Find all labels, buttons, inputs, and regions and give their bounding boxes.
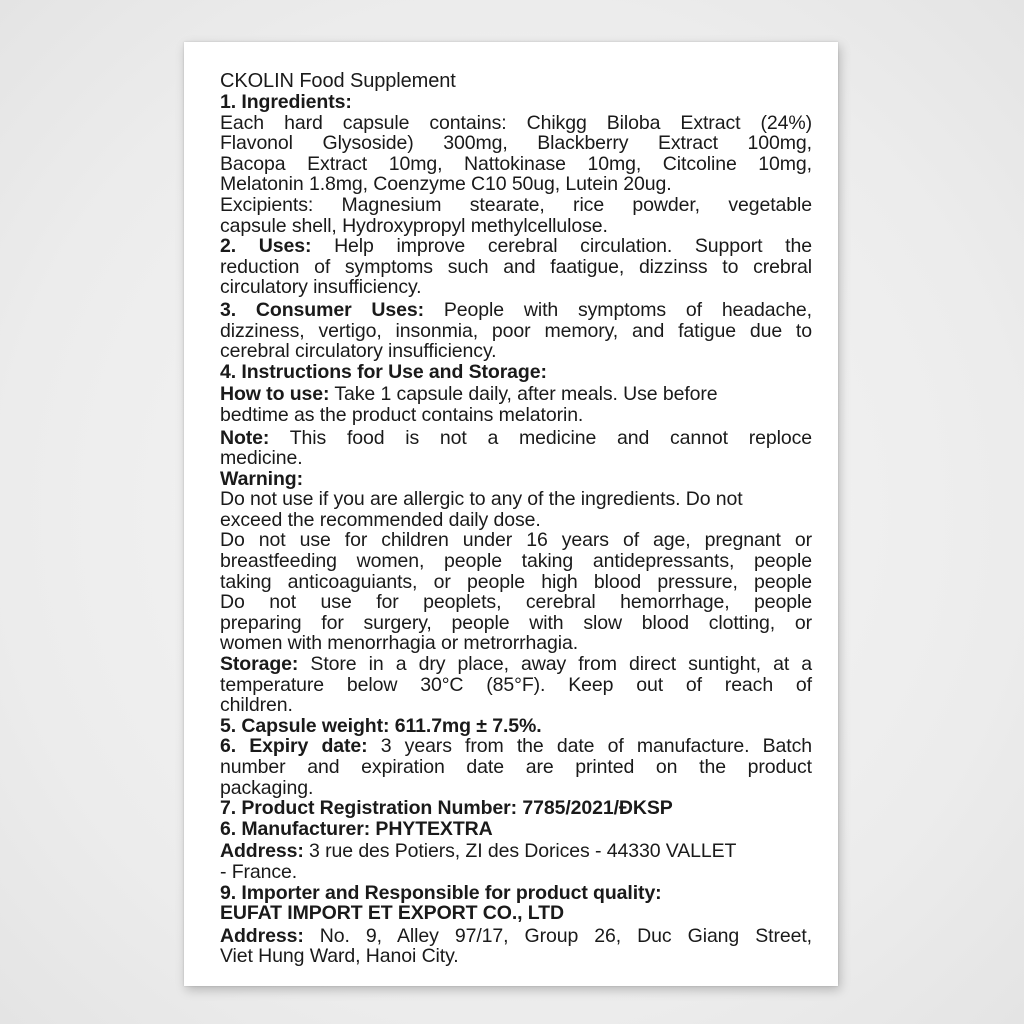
manufacturer-address-line: - France.: [220, 860, 298, 883]
warning-line: Do not use for peoplets, cerebral hemorrhage, people: [220, 591, 812, 614]
note-label: Note:: [220, 426, 270, 449]
how-to-use-line: How to use: Take 1 capsule daily, after meals. Use before: [220, 383, 718, 406]
instructions-heading: 4. Instructions for Use and Storage:: [220, 360, 547, 383]
expiry-label: 6. Expiry date:: [220, 735, 368, 758]
storage-label: Storage:: [220, 653, 299, 676]
warning-line: taking anticoaguiants, or people high blood pressure, people: [220, 570, 812, 593]
importer-address-line: Viet Hung Ward, Hanoi City.: [220, 945, 459, 968]
expiry-line: number and expiration date are printed on the product: [220, 756, 812, 778]
how-to-use-label: How to use:: [220, 383, 330, 406]
storage-line: Storage: Store in a dry place, away from direct suntight, at a: [220, 653, 812, 676]
consumer-uses-line: dizziness, vertigo, insonmia, poor memory, and fatigue due to: [220, 319, 812, 342]
document-title: CKOLIN Food Supplement: [220, 70, 456, 92]
consumer-uses-label: 3. Consumer Uses:: [220, 298, 425, 321]
warning-line: Do not use for children under 16 years of age, pregnant or: [220, 529, 812, 552]
storage-line: children.: [220, 694, 293, 717]
excipients-line: capsule shell, Hydroxypropyl methylcellulose.: [220, 214, 608, 237]
expiry-line: packaging.: [220, 776, 314, 799]
uses-line: circulatory insufficiency.: [220, 276, 422, 299]
storage-line: temperature below 30°C (85°F). Keep out of reach of: [220, 673, 812, 696]
note-line: Note: This food is not a medicine and cannot reploce: [220, 426, 812, 449]
importer-company: EUFAT IMPORT ET EXPORT CO., LTD: [220, 902, 564, 925]
note-line: medicine.: [220, 447, 303, 470]
warning-line: breastfeeding women, people taking antidepressants, people: [220, 550, 812, 573]
manufacturer-heading: 6. Manufacturer: PHYTEXTRA: [220, 817, 493, 840]
importer-heading: 9. Importer and Responsible for product quality:: [220, 881, 662, 904]
expiry-line: 6. Expiry date: 3 years from the date of manufacture. Batch: [220, 735, 812, 758]
warning-line: exceed the recommended daily dose.: [220, 508, 541, 531]
warning-line: preparing for surgery, people with slow blood clotting, or: [220, 611, 812, 634]
warning-line: Do not use if you are allergic to any of the ingredients. Do not: [220, 488, 743, 511]
supplement-label-sheet: [184, 42, 838, 986]
ingredients-line: Flavonol Glysoside) 300mg, Blackberry Extract 100mg,: [220, 132, 812, 155]
ingredients-line: Melatonin 1.8mg, Coenzyme C10 50ug, Lutein 20ug.: [220, 173, 672, 196]
ingredients-line: Bacopa Extract 10mg, Nattokinase 10mg, Citcoline 10mg,: [220, 152, 812, 175]
importer-address-label: Address:: [220, 924, 304, 947]
uses-label: 2. Uses:: [220, 235, 312, 258]
excipients-line: Excipients: Magnesium stearate, rice powder, vegetable: [220, 193, 812, 216]
warning-label: Warning:: [220, 467, 303, 490]
consumer-uses-line: 3. Consumer Uses: People with symptoms of headache,: [220, 298, 812, 321]
importer-address-line: Address: No. 9, Alley 97/17, Group 26, Duc Giang Street,: [220, 924, 812, 947]
manufacturer-address-label: Address:: [220, 840, 304, 863]
manufacturer-address-line: Address: 3 rue des Potiers, ZI des Dorices - 44330 VALLET: [220, 840, 737, 863]
how-to-use-line: bedtime as the product contains melatorin.: [220, 403, 584, 426]
uses-line: reduction of symptoms such and faatigue, dizzinss to crebral: [220, 255, 812, 278]
capsule-weight: 5. Capsule weight: 611.7mg ± 7.5%.: [220, 714, 542, 737]
uses-line: 2. Uses: Help improve cerebral circulation. Support the: [220, 235, 812, 258]
warning-line: women with menorrhagia or metrorrhagia.: [220, 632, 579, 655]
consumer-uses-line: cerebral circulatory insufficiency.: [220, 340, 497, 363]
ingredients-heading: 1. Ingredients:: [220, 91, 352, 113]
ingredients-line: Each hard capsule contains: Chikgg Biloba Extract (24%): [220, 111, 812, 134]
registration-number: 7. Product Registration Number: 7785/2021/ĐKSP: [220, 797, 673, 820]
